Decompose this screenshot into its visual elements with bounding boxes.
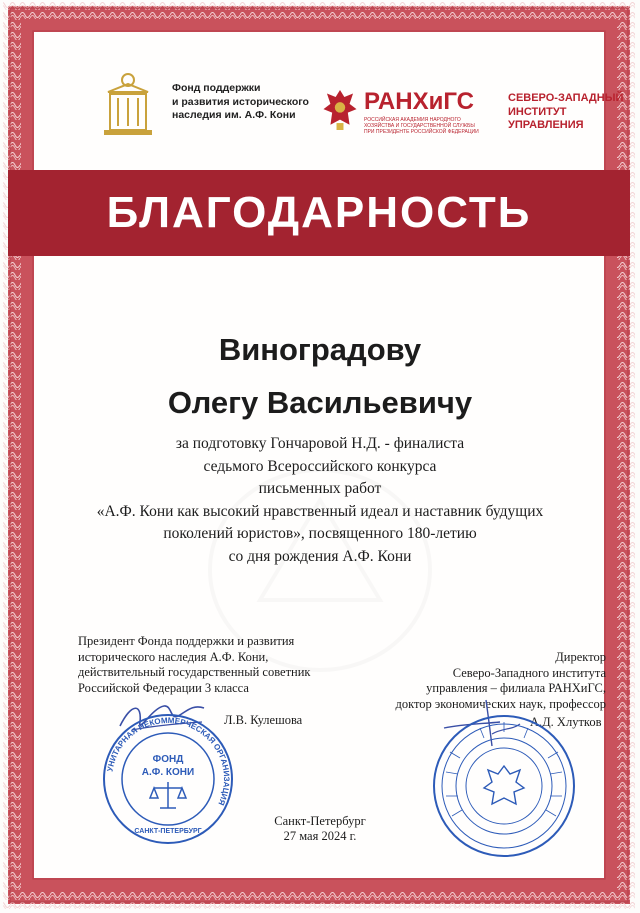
- stamp-city: САНКТ-ПЕТЕРБУРГ: [134, 828, 202, 835]
- stamp-fund-name: А.Ф. КОНИ: [141, 767, 195, 778]
- certificate-body: за подготовку Гончаровой Н.Д. - финалиста седьмого Всероссийского конкурса письменных работ «А.Ф. Кони как высокий нравственный идеал и наставник будущих поколений юристов», посвященного 180-летию со дня рождения А.Ф. Кони: [96, 435, 544, 565]
- left-signatory-title: Президент Фонда поддержки и развития исторического наследия А.Ф. Кони, действительный государственный советник Российской Федерации 3 класса: [78, 634, 311, 695]
- issue-place-date: [0, 814, 640, 844]
- title-banner: [8, 170, 630, 256]
- recipient-given-names: Олегу Васильевичу: [167, 385, 473, 420]
- stamp-ring-text: УНИТАРНАЯ НЕКОММЕРЧЕСКАЯ ОРГАНИЗАЦИЯ: [105, 715, 232, 807]
- eagle-icon: [484, 766, 524, 804]
- issue-date: 27 мая 2024 г.: [283, 829, 357, 843]
- issue-city: Санкт-Петербург: [274, 814, 366, 828]
- ranepa-eagle-icon: [320, 86, 360, 134]
- fund-logo-text: Фонд поддержки и развития исторического наследия им. А.Ф. Кони: [172, 82, 309, 121]
- right-signatory-title: Директор Северо-Западного института управления – филиала РАНХиГС, доктор экономических наук, профессор: [395, 650, 606, 711]
- fund-emblem-icon: [98, 70, 158, 140]
- scales-icon: [150, 782, 186, 808]
- institute-logo-text: СЕВЕРО-ЗАПАДНЫЙ ИНСТИТУТ УПРАВЛЕНИЯ: [508, 92, 624, 131]
- stamp-fund-label: ФОНД: [152, 754, 184, 765]
- left-signatory-name: Л.В. Кулешова: [224, 713, 303, 727]
- right-signatory-name: А.Д. Хлутков: [530, 715, 602, 729]
- ranepa-title: РАНХиГС: [364, 88, 474, 115]
- recipient-surname: Виноградову: [218, 332, 422, 367]
- certificate-title: БЛАГОДАРНОСТЬ: [106, 188, 532, 237]
- ranepa-subtitle: РОССИЙСКАЯ АКАДЕМИЯ НАРОДНОГО ХОЗЯЙСТВА И ГОСУДАРСТВЕННОЙ СЛУЖБЫ ПРИ ПРЕЗИДЕНТЕ РОССИЙСКОЙ ФЕДЕРАЦИИ: [364, 117, 479, 136]
